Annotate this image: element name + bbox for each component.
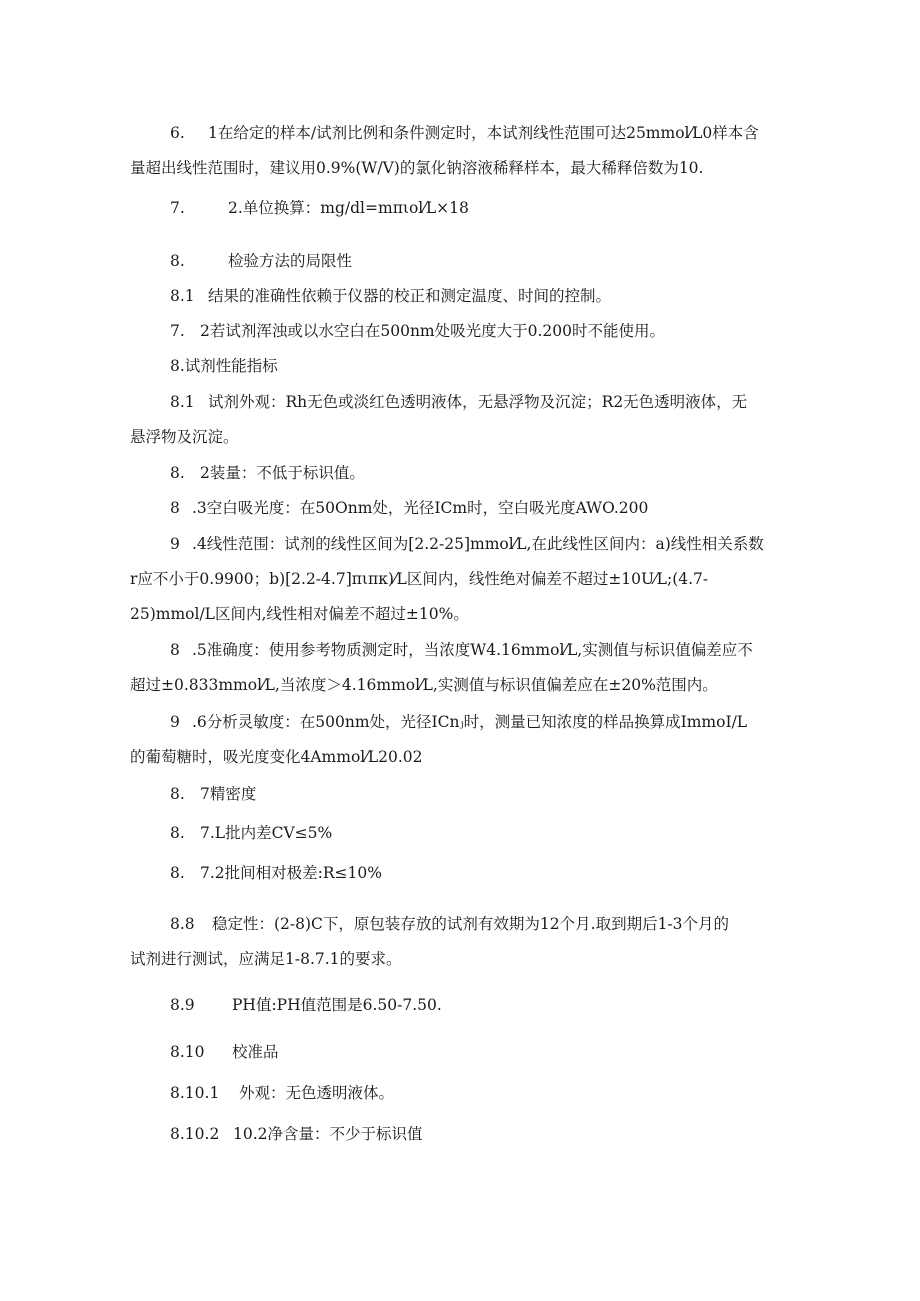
line-8-7-2: [130, 863, 382, 883]
item-text: 检验方法的局限性: [228, 252, 353, 270]
item-number: 8.: [170, 252, 185, 270]
item-number: 8.8: [170, 915, 195, 933]
item-number: 8.: [170, 864, 185, 882]
line-8-8-cont: [130, 949, 402, 969]
item-text: .6分析灵敏度：在500nm处，光径ICnⱼ时，测量已知浓度的样品换算成ImmoI/L: [192, 713, 748, 731]
line-7-2: [130, 198, 469, 218]
line-8-8: [130, 914, 729, 934]
item-number: 9: [170, 535, 180, 553]
item-text: 超过±0.833mmol⁄L,当浓度＞4.16mmol⁄L,实测值与标识值偏差应在±20%范围内。: [130, 676, 718, 694]
line-9-6-cont: [130, 747, 423, 767]
line-8-1-b-cont: [130, 427, 239, 447]
item-text: 试剂进行测试，应满足1-8.7.1的要求。: [130, 950, 402, 968]
line-8-1-b: [130, 392, 747, 412]
item-text: 量超出线性范围时，建议用0.9%(W/V)的氯化钠溶液稀释样本，最大稀释倍数为10.: [130, 159, 704, 177]
line-8-heading: [130, 251, 352, 271]
line-8-7-1: [130, 823, 332, 843]
item-text: 2若试剂浑浊或以水空白在500nm处吸光度大于0.200时不能使用。: [200, 322, 666, 340]
item-text: 7.L批内差CV≤5%: [200, 824, 333, 842]
line-6-1-cont: [130, 158, 703, 178]
item-text: 1在给定的样本/试剂比例和条件测定时，本试剂线性范围可达25mmol⁄L0样本含: [208, 124, 759, 142]
item-text: 校准品: [232, 1043, 279, 1061]
item-text: 悬浮物及沉淀。: [130, 428, 239, 446]
line-8-1: [130, 286, 611, 306]
item-text: .4线性范围：试剂的线性区间为[2.2-25]mmol⁄L,在此线性区间内：a)线性相关系数: [192, 535, 764, 553]
line-8-3: [130, 498, 648, 518]
line-8-10: [130, 1042, 279, 1062]
item-text: 8.试剂性能指标: [170, 357, 278, 375]
item-text: 2.单位换算：mg/dl=mπιol⁄L×18: [228, 199, 469, 217]
item-text: 7精密度: [200, 785, 257, 803]
item-number: 8.: [170, 824, 185, 842]
item-text: 试剂外观：Rh无色或淡红色透明液体，无悬浮物及沉淀；R2无色透明液体，无: [208, 393, 748, 411]
item-number: 8.10: [170, 1043, 205, 1061]
line-9-4-cont-2: [130, 604, 469, 624]
item-number: 8.: [170, 785, 185, 803]
line-8-10-1: [130, 1083, 394, 1103]
item-number: 7.: [170, 199, 185, 217]
item-text: .5准确度：使用参考物质测定时，当浓度W4.16mmol⁄L,实测值与标识值偏差应不: [192, 641, 753, 659]
item-text: 的葡萄糖时，吸光度变化4Ammol⁄L20.02: [130, 748, 423, 766]
line-8-9: [130, 995, 442, 1015]
line-8-7: [130, 784, 256, 804]
item-text: 25)mmol/L区间内,线性相对偏差不超过±10%。: [130, 605, 469, 623]
item-text: PH值:PH值范围是6.50-7.50.: [232, 996, 442, 1014]
item-number: 8.10.1: [170, 1084, 220, 1102]
item-number: 7.: [170, 322, 185, 340]
item-number: 8.: [170, 464, 185, 482]
line-9-6: [130, 712, 747, 732]
item-number: 8: [170, 499, 180, 517]
item-text: 7.2批间相对极差:R≤10%: [200, 864, 382, 882]
line-8-5-cont: [130, 675, 718, 695]
item-text: 外观：无色透明液体。: [239, 1084, 395, 1102]
line-9-4-cont-1: [130, 569, 708, 589]
item-number: 8.9: [170, 996, 195, 1014]
line-8-heading-b: [130, 356, 278, 376]
item-number: 8.10.2: [170, 1125, 220, 1143]
item-text: 10.2净含量：不少于标识值: [233, 1125, 423, 1143]
item-number: 8.1: [170, 287, 195, 305]
item-number: 8: [170, 641, 180, 659]
line-8-2: [130, 463, 365, 483]
item-number: 8.1: [170, 393, 195, 411]
line-9-4: [130, 534, 764, 554]
line-6-1: [130, 123, 759, 143]
line-8-5: [130, 640, 753, 660]
item-text: 结果的准确性依赖于仪器的校正和测定温度、时间的控制。: [208, 287, 612, 305]
item-text: 2装量：不低于标识值。: [200, 464, 365, 482]
line-7-2-b: [130, 321, 665, 341]
item-number: 9: [170, 713, 180, 731]
line-8-10-2: [130, 1124, 423, 1144]
item-text: .3空白吸光度：在50Onm处，光径ICm时，空白吸光度AWO.200: [192, 499, 649, 517]
item-text: r应不小于0.9900；b)[2.2-4.7]πιπκ)⁄L区间内，线性绝对偏差不超过±10U⁄L;(4.7-: [130, 570, 709, 588]
item-number: 6.: [170, 124, 185, 142]
item-text: 稳定性：(2-8)C下，原包装存放的试剂有效期为12个月.取到期后1-3个月的: [212, 915, 730, 933]
